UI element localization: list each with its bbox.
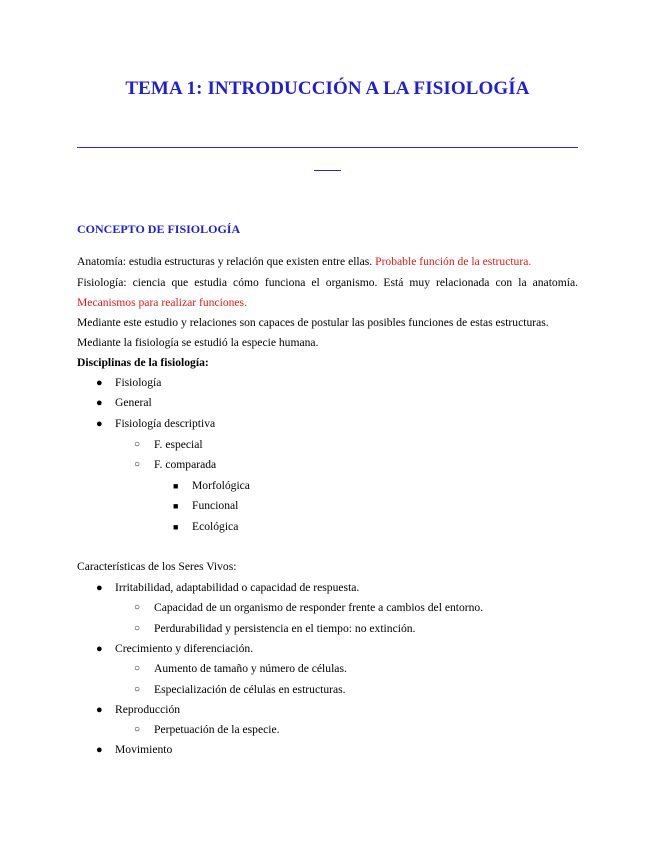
bullet-circle: ○	[134, 439, 141, 450]
paragraph-especie-humana: Mediante la fisiología se estudió la especie humana.	[77, 336, 319, 349]
list-item: Morfológica	[192, 479, 250, 492]
list-item: Aumento de tamaño y número de células.	[154, 662, 347, 675]
list-item: Perdurabilidad y persistencia en el tiempo: no extinción.	[154, 622, 416, 635]
bullet-disc: ●	[96, 643, 103, 655]
list-item: F. comparada	[154, 458, 217, 471]
list-item: Funcional	[192, 499, 239, 512]
list-item: Movimiento	[115, 743, 173, 756]
paragraph-estudio: Mediante este estudio y relaciones son capaces de postular las posibles funciones de estas estructuras.	[77, 316, 549, 329]
anatomia-text: Anatomía: estudia estructuras y relación que existen entre ellas.	[77, 255, 373, 268]
list-item: Irritabilidad, adaptabilidad o capacidad de respuesta.	[115, 581, 360, 594]
bullet-circle: ○	[134, 623, 141, 634]
bullet-circle: ○	[134, 724, 141, 735]
list-item: Especialización de células en estructuras.	[154, 683, 346, 696]
bullet-disc: ●	[96, 418, 103, 430]
bullet-circle: ○	[134, 459, 141, 470]
list-item: Fisiología	[115, 376, 162, 389]
paragraph-fisiologia-line1: Fisiología: ciencia que estudia cómo funciona el organismo. Está muy relacionada con la anatomía.	[77, 276, 578, 289]
section-heading: CONCEPTO DE FISIOLOGÍA	[77, 222, 241, 236]
list-item: F. especial	[154, 438, 203, 451]
bullet-circle: ○	[134, 663, 141, 674]
bullet-disc: ●	[96, 397, 103, 409]
disciplines-heading: Disciplinas de la fisiología:	[77, 356, 209, 369]
list-item: Ecológica	[192, 520, 239, 533]
bullet-square: ■	[173, 522, 179, 532]
bullet-square: ■	[173, 481, 179, 491]
bullet-square: ■	[173, 501, 179, 511]
anatomia-highlight: Probable función de la estructura.	[375, 255, 532, 268]
list-item: General	[115, 396, 152, 409]
title-rule	[77, 147, 578, 148]
characteristics-heading: Características de los Seres Vivos:	[77, 560, 237, 573]
list-item: Capacidad de un organismo de responder frente a cambios del entorno.	[154, 601, 484, 614]
bullet-disc: ●	[96, 744, 103, 756]
title-short-rule	[314, 170, 341, 171]
fisiologia-highlight: Mecanismos para realizar funciones.	[77, 296, 247, 309]
bullet-circle: ○	[134, 684, 141, 695]
paragraph-anatomia	[77, 255, 531, 269]
list-item: Fisiología descriptiva	[115, 417, 216, 430]
list-item: Perpetuación de la especie.	[154, 723, 280, 736]
list-item: Reproducción	[115, 703, 181, 716]
bullet-disc: ●	[96, 582, 103, 594]
page-title: TEMA 1: INTRODUCCIÓN A LA FISIOLOGÍA	[125, 78, 530, 99]
list-item: Crecimiento y diferenciación.	[115, 642, 254, 655]
bullet-circle: ○	[134, 602, 141, 613]
bullet-disc: ●	[96, 377, 103, 389]
bullet-disc: ●	[96, 704, 103, 716]
